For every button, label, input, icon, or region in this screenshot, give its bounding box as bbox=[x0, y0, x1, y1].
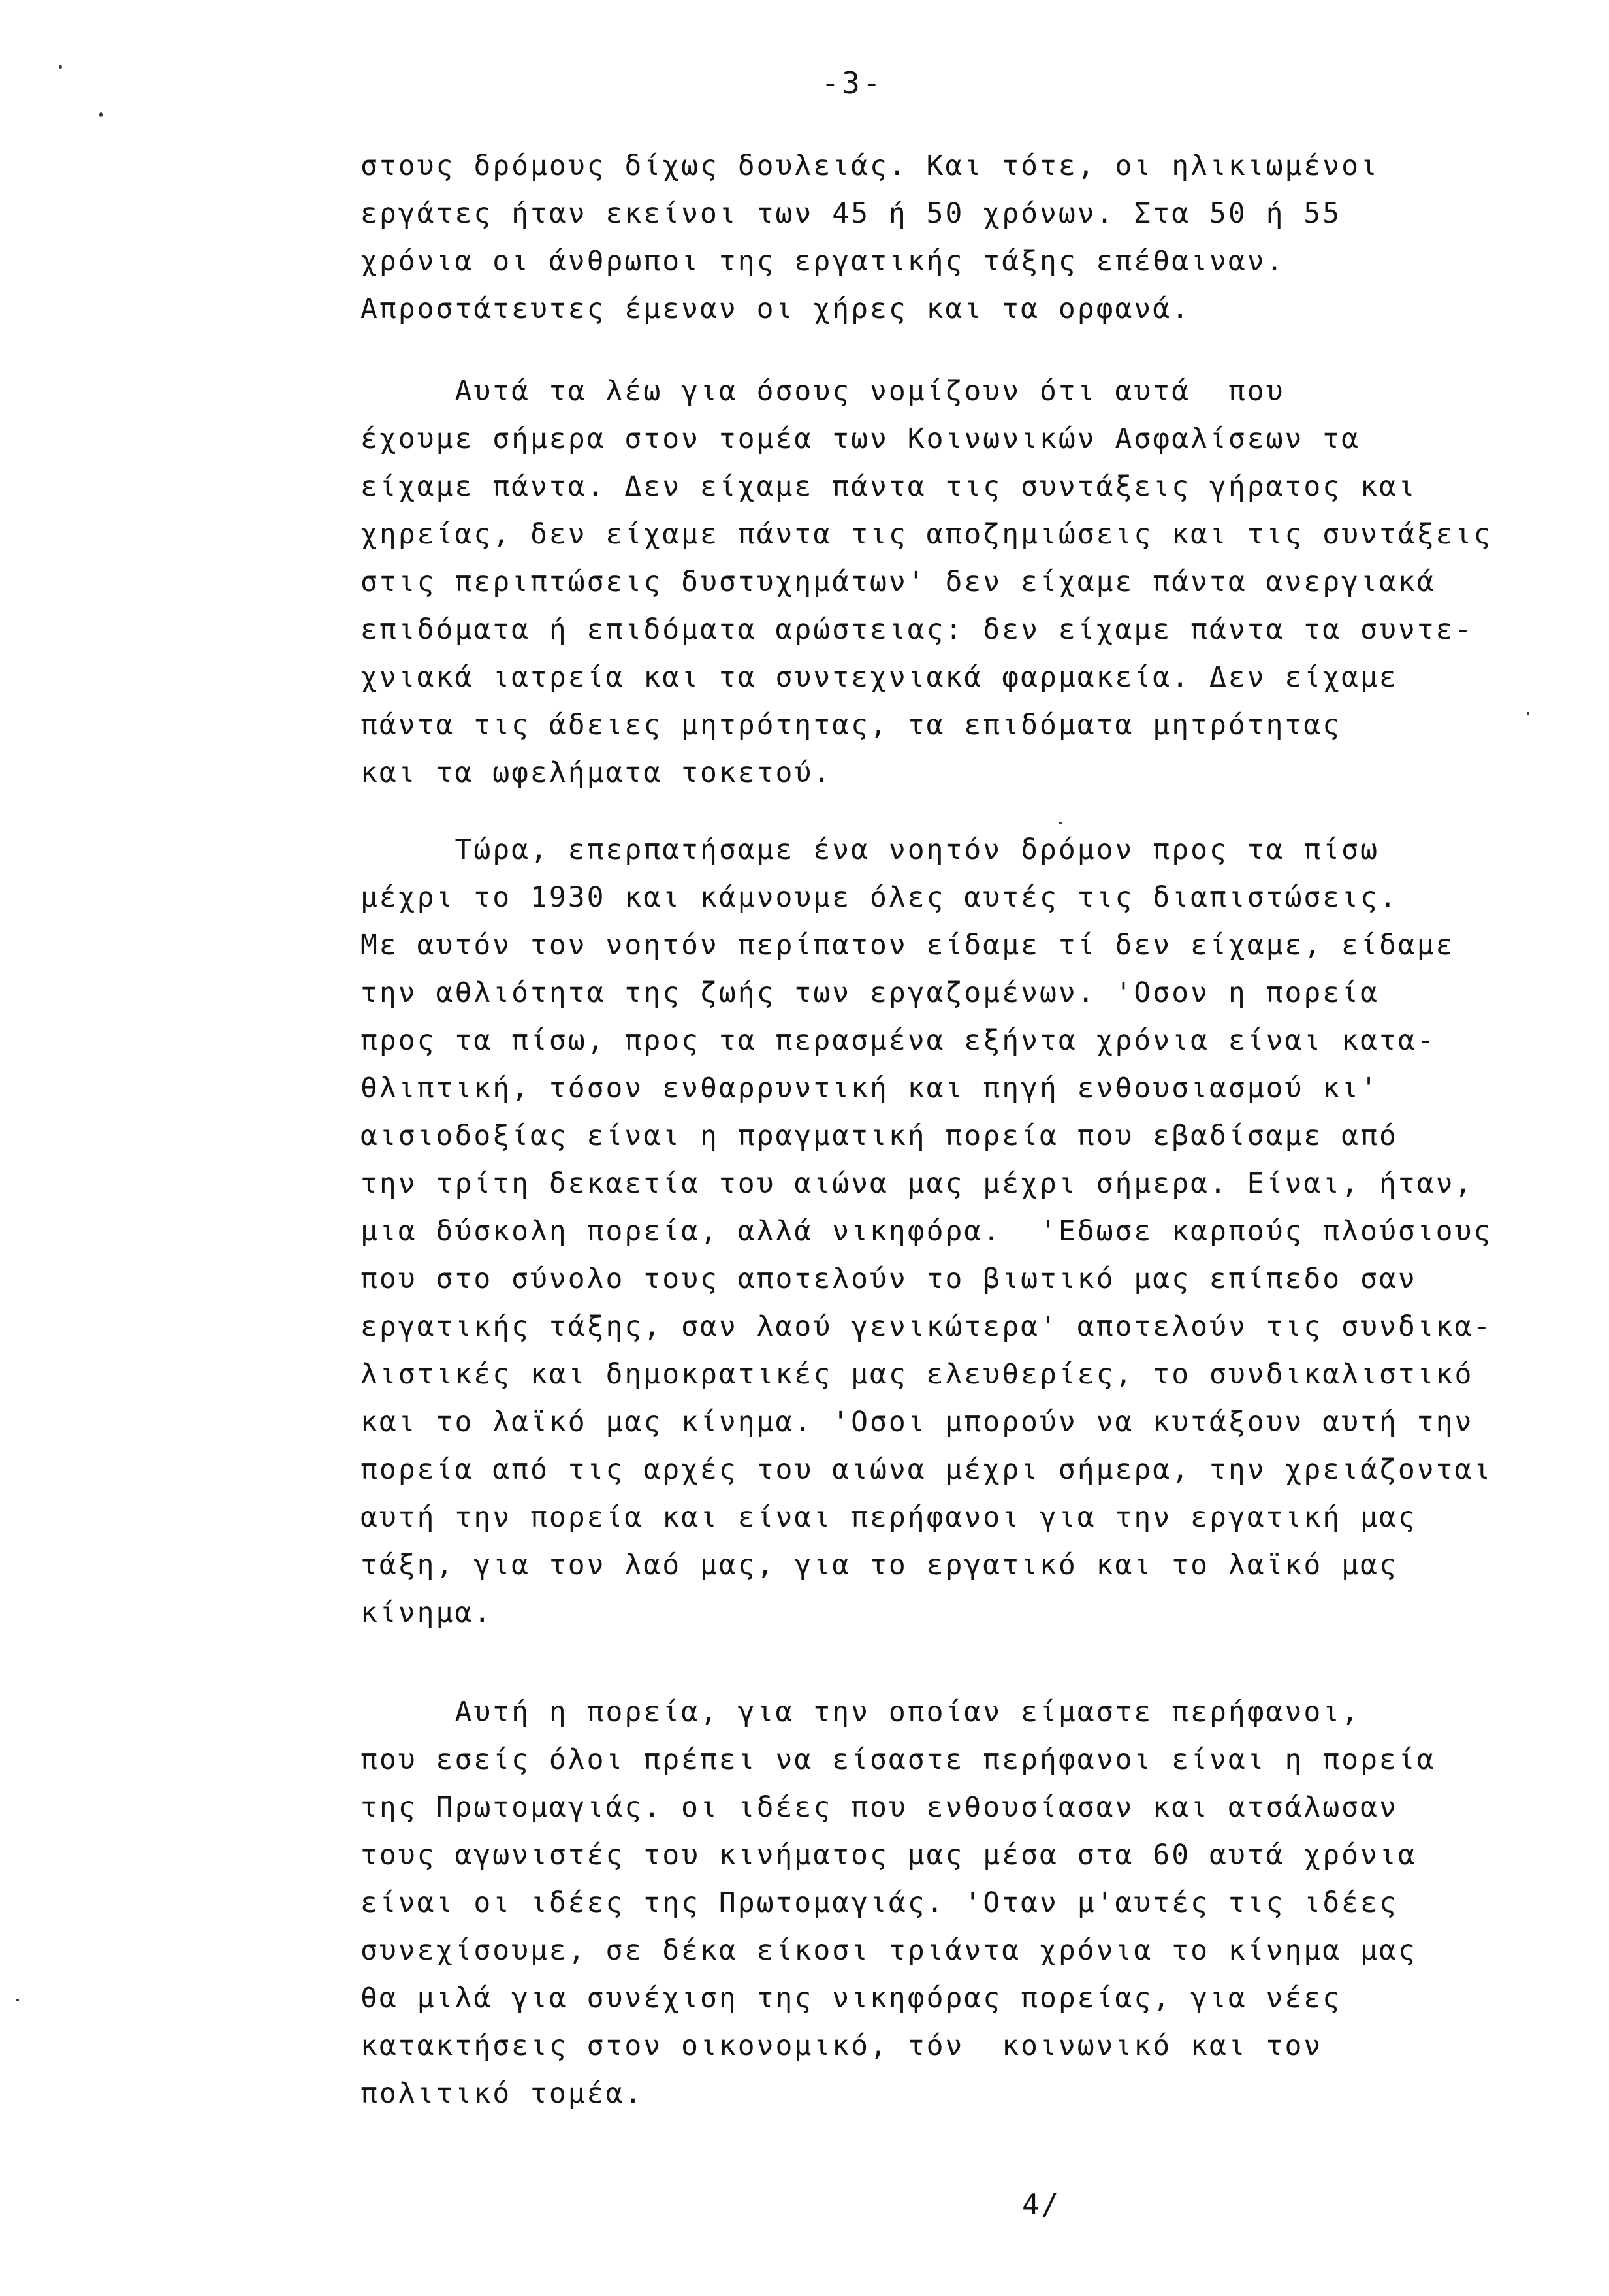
text-line: είναι οι ιδέες της Πρωτομαγιάς. 'Οταν μ'αυτές τις ιδέες bbox=[360, 1886, 1398, 1919]
text-line: είχαμε πάντα. Δεν είχαμε πάντα τις συντάξεις γήρατος και bbox=[360, 470, 1417, 503]
scan-speck bbox=[16, 1999, 19, 2001]
text-line: και τα ωφελήματα τοκετού. bbox=[360, 756, 833, 789]
text-line: χηρείας, δεν είχαμε πάντα τις αποζημιώσεις και τις συντάξεις bbox=[360, 518, 1493, 551]
text-line: Με αυτόν τον νοητόν περίπατον είδαμε τί δεν είχαμε, είδαμε bbox=[360, 929, 1455, 962]
text-line: την αθλιότητα της ζωής των εργαζομένων. 'Οσον η πορεία bbox=[360, 977, 1379, 1009]
text-line: χρόνια οι άνθρωποι της εργατικής τάξης επέθαιναν. bbox=[360, 245, 1285, 278]
text-line: τάξη, για τον λαό μας, για το εργατικό και το λαϊκό μας bbox=[360, 1549, 1398, 1581]
text-line: μέχρι το 1930 και κάμνουμε όλες αυτές τις διαπιστώσεις. bbox=[360, 881, 1398, 914]
text-line: λιστικές και δημοκρατικές μας ελευθερίες, το συνδικαλιστικό bbox=[360, 1358, 1474, 1391]
text-line: κίνημα. bbox=[360, 1596, 493, 1629]
continuation-marker: 4/ bbox=[1022, 2188, 1060, 2222]
scan-speck bbox=[1059, 822, 1062, 824]
text-line: στις περιπτώσεις δυστυχημάτων' δεν είχαμε πάντα ανεργιακά bbox=[360, 566, 1436, 598]
text-line: Τώρα, επερπατήσαμε ένα νοητόν δρόμον προς τα πίσω bbox=[360, 833, 1379, 866]
text-line: που εσείς όλοι πρέπει να είσαστε περήφανοι είναι η πορεία bbox=[360, 1743, 1436, 1776]
text-line: χνιακά ιατρεία και τα συντεχνιακά φαρμακεία. Δεν είχαμε bbox=[360, 661, 1398, 694]
text-line: συνεχίσουμε, σε δέκα είκοσι τριάντα χρόνια το κίνημα μας bbox=[360, 1934, 1417, 1967]
text-line: εργατικής τάξης, σαν λαού γενικώτερα' αποτελούν τις συνδικα- bbox=[360, 1310, 1493, 1343]
text-line: και το λαϊκό μας κίνημα. 'Οσοι μπορούν να κυτάξουν αυτή την bbox=[360, 1406, 1474, 1438]
text-line: εργάτες ήταν εκείνοι των 45 ή 50 χρόνων. Στα 50 ή 55 bbox=[360, 197, 1342, 230]
text-line: θα μιλά για συνέχιση της νικηφόρας πορείας, για νέες bbox=[360, 1982, 1342, 2014]
text-line: στους δρόμους δίχως δουλειάς. Και τότε, οι ηλικιωμένοι bbox=[360, 150, 1379, 182]
scan-speck bbox=[59, 65, 62, 69]
text-line: προς τα πίσω, προς τα περασμένα εξήντα χρόνια είναι κατα- bbox=[360, 1024, 1436, 1057]
text-line: θλιπτική, τόσον ενθαρρυντική και πηγή ενθουσιασμού κι' bbox=[360, 1072, 1379, 1105]
text-line: Αυτά τα λέω για όσους νομίζουν ότι αυτά που bbox=[360, 375, 1285, 408]
text-line: μια δύσκολη πορεία, αλλά νικηφόρα. 'Εδωσε καρπούς πλούσιους bbox=[360, 1215, 1493, 1248]
scan-speck bbox=[1527, 712, 1529, 715]
page-number: -3- bbox=[821, 65, 884, 101]
text-line: τους αγωνιστές του κινήματος μας μέσα στα 60 αυτά χρόνια bbox=[360, 1839, 1417, 1871]
text-line: Απροστάτευτες έμεναν οι χήρες και τα ορφανά. bbox=[360, 293, 1191, 325]
text-line: της Πρωτομαγιάς. οι ιδέες που ενθουσίασαν και ατσάλωσαν bbox=[360, 1791, 1398, 1824]
text-line: αυτή την πορεία και είναι περήφανοι για την εργατική μας bbox=[360, 1501, 1417, 1534]
text-line: πορεία από τις αρχές του αιώνα μέχρι σήμερα, την χρειάζονται bbox=[360, 1453, 1493, 1486]
text-line: αισιοδοξίας είναι η πραγματική πορεία που εβαδίσαμε από bbox=[360, 1120, 1398, 1152]
scan-speck bbox=[99, 112, 103, 117]
text-line: επιδόματα ή επιδόματα αρώστειας: δεν είχαμε πάντα τα συντε- bbox=[360, 613, 1474, 646]
text-line: πάντα τις άδειες μητρότητας, τα επιδόματα μητρότητας bbox=[360, 709, 1342, 741]
text-line: πολιτικό τομέα. bbox=[360, 2077, 644, 2110]
text-line: που στο σύνολο τους αποτελούν το βιωτικό μας επίπεδο σαν bbox=[360, 1263, 1417, 1295]
text-line: έχουμε σήμερα στον τομέα των Κοινωνικών Ασφαλίσεων τα bbox=[360, 423, 1361, 455]
text-line: Αυτή η πορεία, για την οποίαν είμαστε περήφανοι, bbox=[360, 1696, 1361, 1728]
text-line: την τρίτη δεκαετία του αιώνα μας μέχρι σήμερα. Είναι, ήταν, bbox=[360, 1167, 1474, 1200]
text-line: κατακτήσεις στον οικονομικό, τόν κοινωνικό και τον bbox=[360, 2029, 1323, 2062]
